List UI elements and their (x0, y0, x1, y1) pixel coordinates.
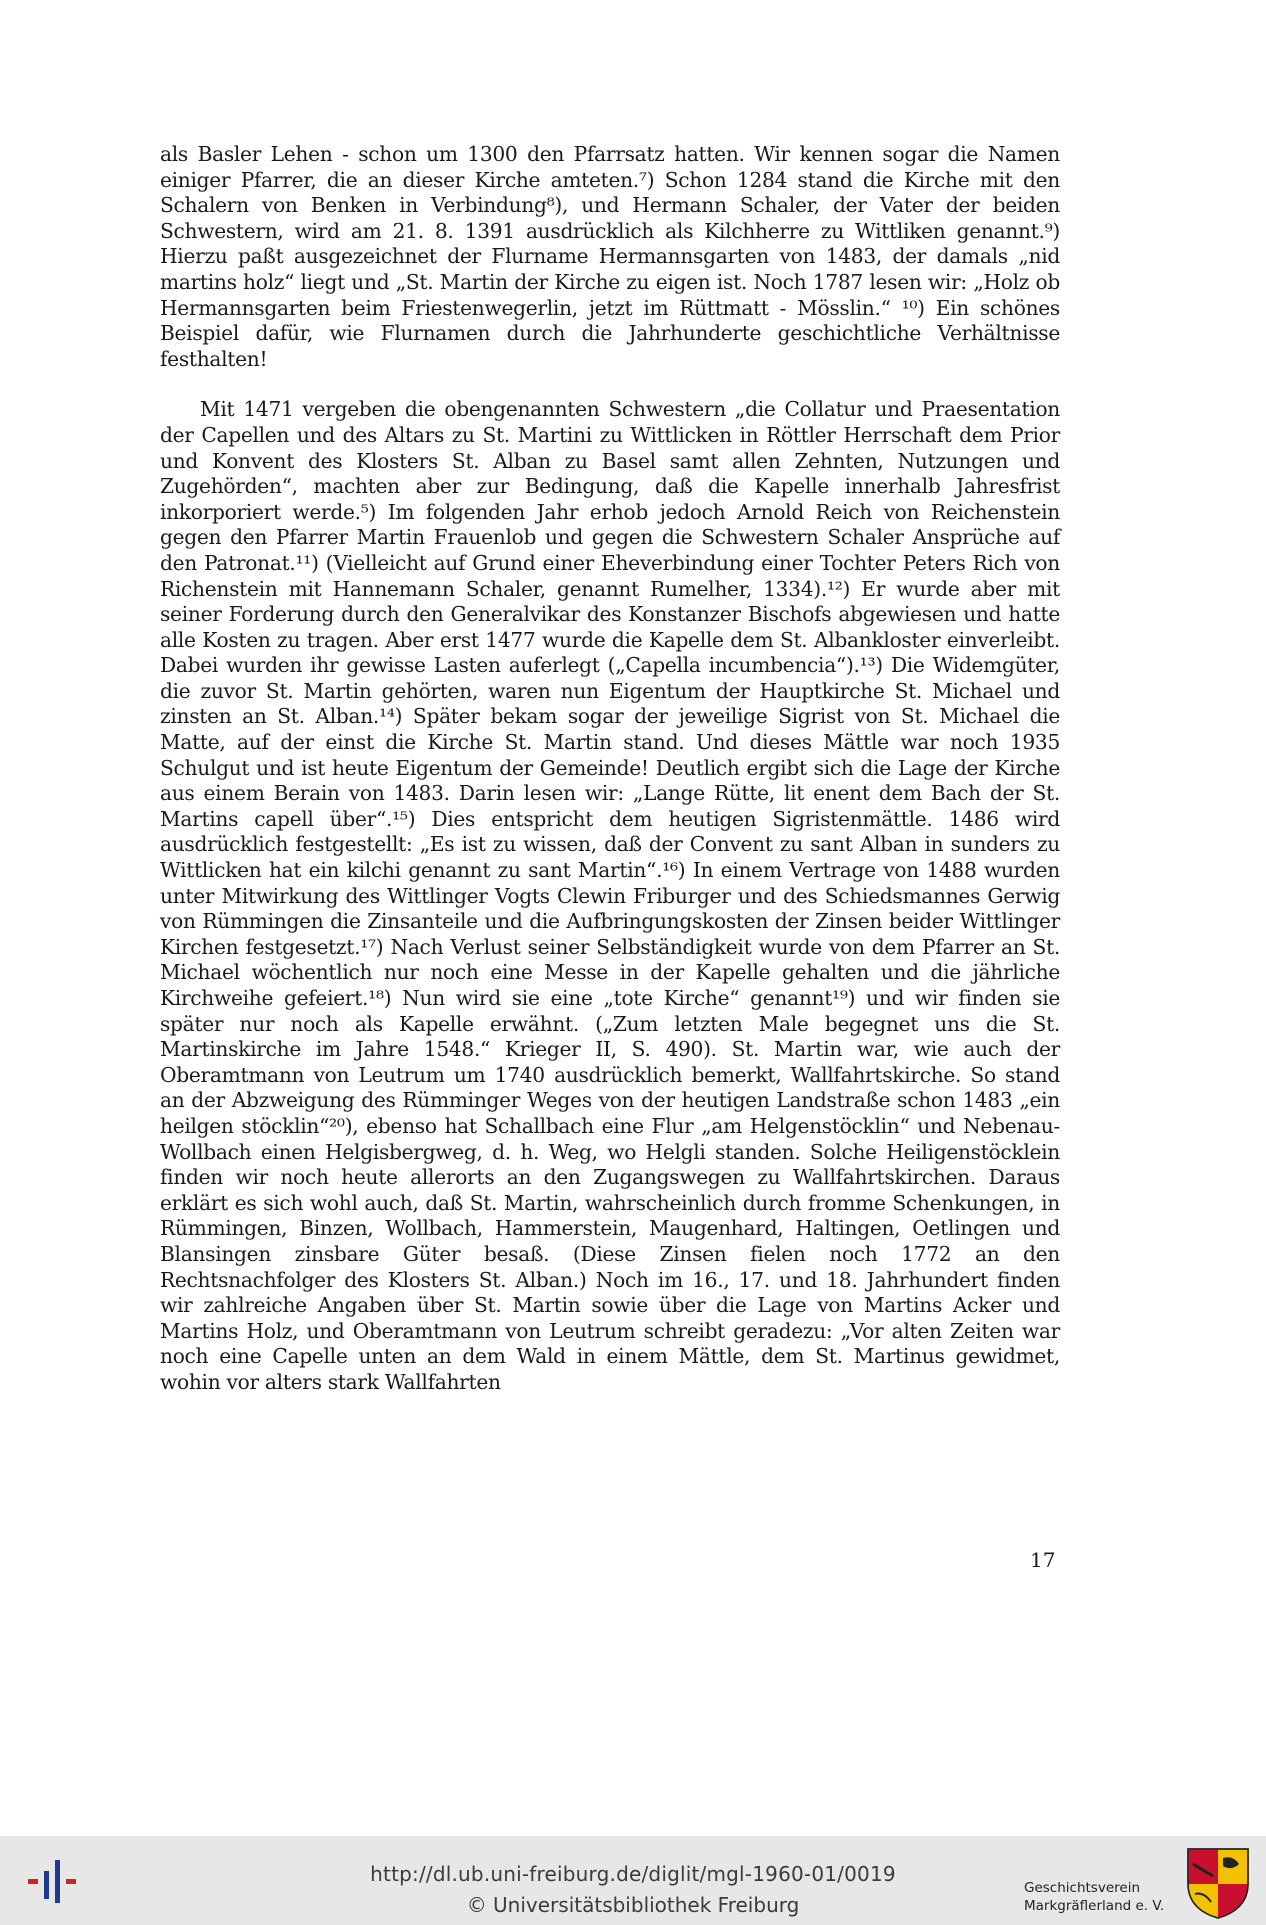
publisher-name (1024, 1879, 1164, 1915)
coat-of-arms-icon (1185, 1846, 1251, 1920)
permalink-url[interactable]: http://dl.ub.uni-freiburg.de/diglit/mgl-1960-01/0019 (370, 1862, 896, 1886)
paragraph-1: als Basler Lehen - schon um 1300 den Pfarrsatz hatten. Wir kennen sogar die Namen einiger Pfarrer, die an dieser Kirche amteten.⁷) Schon 1284 stand die Kirche mit den Schalern von Benken in Verbindung⁸), und Hermann Schaler, der Vater der beiden Schwestern, wird am 21. 8. 1391 ausdrücklich als Kilchherre zu Wittliken genannt.⁹) Hierzu paßt ausgezeichnet der Flurname Hermannsgarten von 1483, der damals „nid martins holz“ liegt und „St. Martin der Kirche zu eigen ist. Noch 1787 lesen wir: „Holz ob Hermannsgarten beim Friestenwegerlin, jetzt im Rüttmatt - Mösslin.“ ¹⁰) Ein schönes Beispiel dafür, wie Flurnamen durch die Jahrhunderte geschichtliche Verhältnisse festhalten! (160, 142, 1060, 371)
paragraph-2: Mit 1471 vergeben die obengenannten Schwestern „die Collatur und Praesentation der Capellen und des Altars zu St. Martini zu Wittlicken in Röttler Herrschaft dem Prior und Konvent des Klosters St. Alban zu Basel samt allen Zehnten, Nutzungen und Zugehörden“, machten aber zur Bedingung, daß die Kapelle innerhalb Jahresfrist inkorporiert werde.⁵) Im folgenden Jahr erhob jedoch Arnold Reich von Reichenstein gegen den Pfarrer Martin Frauenlob und gegen die Schwestern Schaler Ansprüche auf den Patronat.¹¹) (Vielleicht auf Grund einer Eheverbindung einer Tochter Peters Rich von Richenstein mit Hannemann Schaler, genannt Rumelher, 1334).¹²) Er wurde aber mit seiner Forderung durch den Generalvikar des Konstanzer Bischofs abgewiesen und hatte alle Kosten zu tragen. Aber erst 1477 wurde die Kapelle dem St. Albankloster einverleibt. Dabei wurden ihr gewisse Lasten auferlegt („Capella incumbencia“).¹³) Die Widemgüter, die zuvor St. Martin gehörten, waren nun Eigentum der Hauptkirche St. Michael und zinsten an St. Alban.¹⁴) Später bekam sogar der jeweilige Sigrist von St. Michael die Matte, auf der einst die Kirche St. Martin stand. Und dieses Mättle war noch 1935 Schulgut und ist heute Eigentum der Gemeinde! Deutlich ergibt sich die Lage der Kirche aus einem Berain von 1483. Darin lesen wir: „Lange Rütte, lit enent dem Bach der St. Martins capell über“.¹⁵) Dies entspricht dem heutigen Sigristenmättle. 1486 wird ausdrücklich festgestellt: „Es ist zu wissen, daß der Convent zu sant Alban in sunders zu Wittlicken hat ein kilchi genannt zu sant Martin“.¹⁶) In einem Vertrage von 1488 wurden unter Mitwirkung des Wittlinger Vogts Clewin Friburger und des Schiedsmannes Gerwig von Rümmingen die Zinsanteile und die Aufbringungskosten der Zinsen beider Wittlinger Kirchen festgesetzt.¹⁷) Nach Verlust seiner Selbständigkeit wurde von dem Pfarrer an St. Michael wöchentlich nur noch eine Messe in der Kapelle gehalten und die jährliche Kirchweihe gefeiert.¹⁸) Nun wird sie eine „tote Kirche“ genannt¹⁹) und wir finden sie später nur noch als Kapelle erwähnt. („Zum letzten Male begegnet uns die St. Martinskirche im Jahre 1548.“ Krieger II, S. 490). St. Martin war, wie auch der Oberamtmann von Leutrum um 1740 ausdrücklich bemerkt, Wallfahrtskirche. So stand an der Abzweigung des Rümminger Weges von der heutigen Landstraße schon 1483 „ein heilgen stöcklin“²⁰), ebenso hat Schallbach eine Flur „am Helgenstöcklin“ und Nebenau-Wollbach einen Helgisbergweg, d. h. Weg, wo Helgli standen. Solche Heiligenstöcklein finden wir noch heute allerorts an den Zugangswegen zu Wallfahrtskirchen. Daraus erklärt es sich wohl auch, daß St. Martin, wahrscheinlich durch fromme Schenkungen, in Rümmingen, Binzen, Wollbach, Hammerstein, Maugenhard, Haltingen, Oetlingen und Blansingen zinsbare Güter besaß. (Diese Zinsen fielen noch 1772 an den Rechtsnachfolger des Klosters St. Alban.) Noch im 16., 17. und 18. Jahrhundert finden wir zahlreiche Angaben über St. Martin sowie über die Lage von Martins Acker und Martins Holz, und Oberamtmann von Leutrum schreibt geradezu: „Vor alten Zeiten war noch eine Capelle unten an dem Wald in einem Mättle, dem St. Martinus gewidmet, wohin vor alters stark Wallfahrten (160, 397, 1060, 1394)
body-text (160, 142, 1060, 1396)
publisher-name-line-2: Markgräflerland e. V. (1024, 1898, 1165, 1914)
publisher-name-line-1: Geschichtsverein (1024, 1880, 1140, 1896)
page-number: 17 (1030, 1548, 1056, 1572)
viewer-footer (0, 1836, 1266, 1925)
copyright-notice: © Universitätsbibliothek Freiburg (466, 1893, 800, 1917)
